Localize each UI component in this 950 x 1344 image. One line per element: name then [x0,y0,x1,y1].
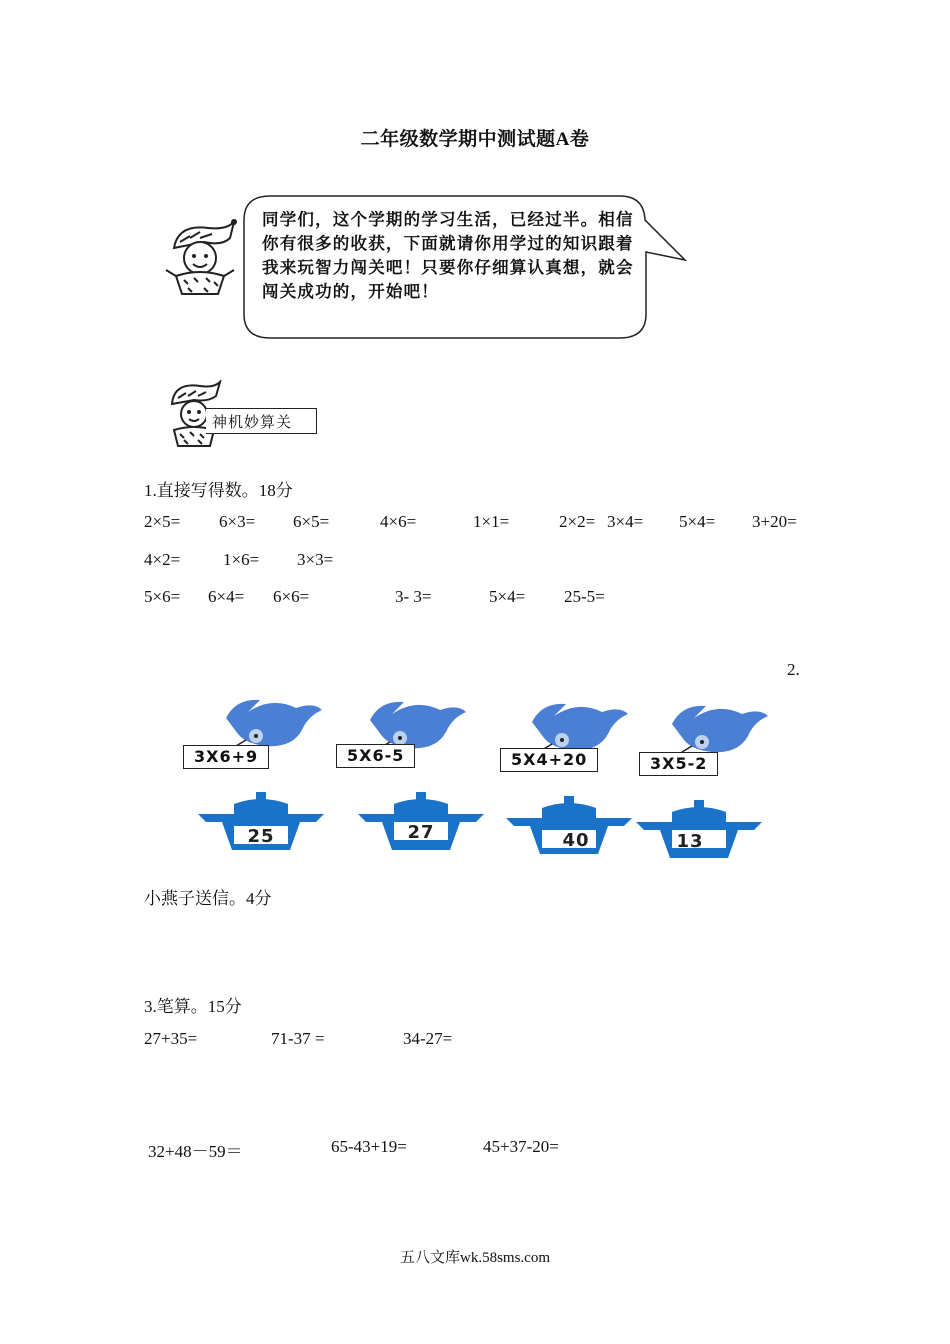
q1-row1-item: 6×5= [293,512,330,531]
q1-row1-item: 5×4= [679,512,716,531]
expression-box: 5X4+20 [500,748,598,772]
q1-row3-item: 3- 3= [395,587,432,606]
footer-watermark: 五八文库wk.58sms.com [399,1250,550,1266]
section-badge-label: 神机妙算关 [212,413,293,431]
q1-row2-item: 1×6= [223,550,260,569]
q3-row1-item: 34-27= [403,1029,453,1048]
q3-row2-item: 45+37-20= [483,1137,559,1156]
pot-answer: 40 [562,830,590,851]
q1-row1-item: 2×2= [559,512,596,531]
q3-row1-item: 71-37 = [271,1029,325,1048]
intro-text: 同学们，这个学期的学习生活，已经过半。相信你有很多的收获，下面就请你用学过的知识跟着我来玩智力闯关吧！只要你仔细算认真想，就会闯关成功的，开始吧！ [262,210,634,301]
clown-mascot-icon [160,218,242,300]
q1-row1-item: 3×4= [607,512,644,531]
q1-row1-item: 3+20= [752,512,797,531]
section-badge [206,408,317,434]
pot-icon [196,792,326,852]
pot-answer: 13 [676,831,704,852]
q1-row1-item: 1×1= [473,512,510,531]
swallow-icon [222,696,326,752]
q1-row2-item: 4×2= [144,550,181,569]
pot-answer: 25 [247,826,275,847]
q3-heading: 3.笔算。15分 [144,997,242,1016]
q1-row3-item: 5×4= [489,587,526,606]
q1-row1-item: 2×5= [144,512,181,531]
q1-heading: 1.直接写得数。18分 [144,481,293,500]
q1-row3-item: 25-5= [564,587,605,606]
page-title: 二年级数学期中测试题A卷 [360,129,590,150]
q1-row3-item: 6×4= [208,587,245,606]
q1-row3-item: 5×6= [144,587,181,606]
q1-row2-item: 3×3= [297,550,334,569]
pot-answer: 27 [407,822,435,843]
pot-icon [356,792,486,852]
q1-row1-item: 6×3= [219,512,256,531]
pot-icon [634,800,764,860]
q2-number: 2. [787,660,800,679]
q1-row3-item: 6×6= [273,587,310,606]
q3-row1-item: 27+35= [144,1029,198,1048]
q1-row1-item: 4×6= [380,512,417,531]
expression-box: 5X6-5 [336,744,415,768]
q2-caption: 小燕子送信。4分 [144,889,272,908]
expression-box: 3X5-2 [639,752,718,776]
pot-icon [504,796,634,856]
swallow-icon [668,702,772,758]
q3-row2-item: 32+48－59＝ [148,1142,243,1161]
expression-box: 3X6+9 [183,745,269,769]
q3-row2-item: 65-43+19= [331,1137,407,1156]
